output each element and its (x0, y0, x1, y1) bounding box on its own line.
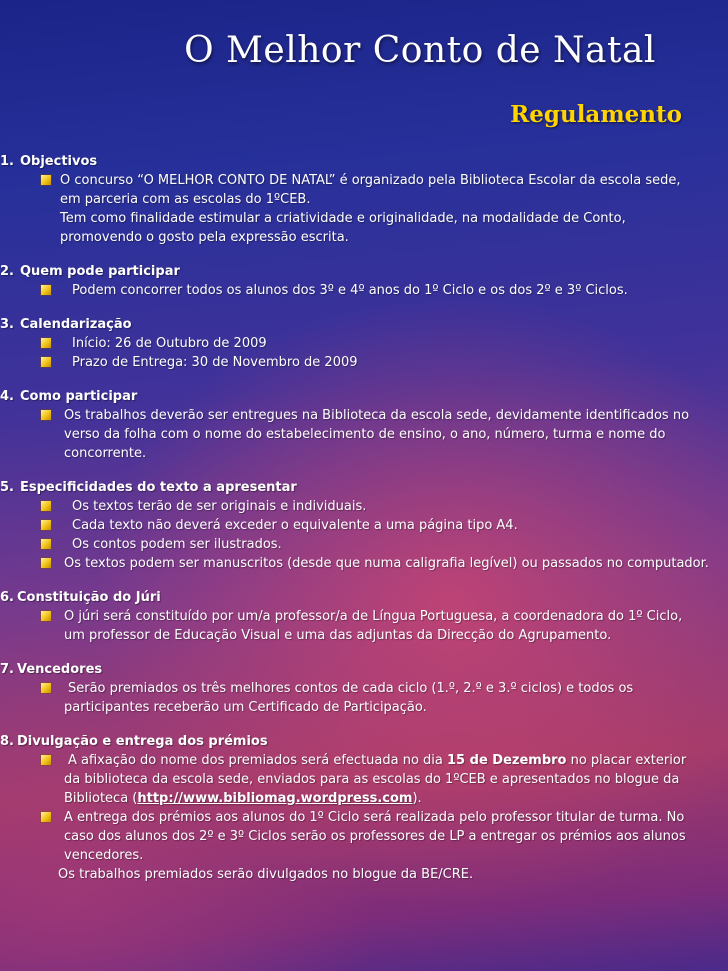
list-item-text: Os contos podem ser ilustrados. (72, 537, 282, 552)
paragraph-line: vencedores. (64, 848, 144, 863)
paragraph-line: caso dos alunos dos 2º e 3º Ciclos serão os professores de LP a entregar os prémios aos alunos (64, 829, 686, 844)
section-objectivos (0, 152, 724, 247)
section-number: 2. (0, 264, 14, 279)
section-title: Calendarização (19, 317, 132, 332)
list-item-text: Início: 26 de Outubro de 2009 (72, 336, 267, 351)
list-item-text: Os textos podem ser manuscritos (desde que numa caligrafia legível) ou passados no computador. (64, 556, 709, 571)
section-title: Objectivos (19, 154, 98, 169)
section-number: 3. (0, 317, 14, 332)
section-heading (0, 262, 724, 281)
section-number: 4. (0, 389, 14, 404)
regulation-content (0, 152, 724, 899)
page-subtitle: Regulamento (510, 101, 682, 128)
paragraph-line (38, 789, 724, 808)
section-title: Especificidades do texto a apresentar (19, 480, 297, 495)
bullet-square-icon (41, 175, 51, 185)
section-heading (0, 315, 724, 334)
paragraph-text: Biblioteca ( (64, 791, 138, 806)
list-item (38, 808, 724, 827)
list-item (38, 554, 724, 573)
list-item (38, 679, 724, 698)
paragraph-line: Os trabalhos deverão ser entregues na Biblioteca da escola sede, devidamente identificados no (64, 408, 690, 423)
section-number: 6. (0, 590, 14, 605)
bullet-square-icon (41, 501, 51, 511)
section-como-participar (0, 387, 724, 463)
paragraph-line: O concurso “O MELHOR CONTO DE NATAL” é organizado pela Biblioteca Escolar da escola sede, (60, 173, 681, 188)
section-number: 5. (0, 480, 14, 495)
paragraph-line: participantes receberão um Certificado de Participação. (64, 700, 427, 715)
paragraph-line: um professor de Educação Visual e uma das adjuntas da Direcção do Agrupamento. (64, 628, 612, 643)
section-title: Constituição do Júri (16, 590, 161, 605)
section-constituicao-juri (0, 588, 724, 645)
section-title: Divulgação e entrega dos prémios (16, 734, 268, 749)
announcement-date: 15 de Dezembro (447, 753, 567, 768)
section-divulgacao-premios (0, 732, 724, 884)
bullet-square-icon (41, 410, 51, 420)
paragraph-line: A entrega dos prémios aos alunos do 1º Ciclo será realizada pelo professor titular de turma. No (64, 810, 685, 825)
list-item (38, 353, 724, 372)
section-heading (0, 660, 724, 679)
list-item (38, 751, 724, 770)
bullet-square-icon (41, 755, 51, 765)
paragraph-line: da biblioteca da escola sede, enviados para as escolas do 1ºCEB e apresentados no blogue da (64, 772, 680, 787)
bullet-square-icon (41, 611, 51, 621)
section-vencedores (0, 660, 724, 717)
section-heading (0, 732, 724, 751)
section-number: 7. (0, 662, 14, 677)
paragraph-line: concorrente. (64, 446, 147, 461)
section-heading (0, 588, 724, 607)
section-quem-pode-participar (0, 262, 724, 300)
section-heading (0, 478, 724, 497)
list-item-text: Prazo de Entrega: 30 de Novembro de 2009 (72, 355, 358, 370)
section-heading (0, 387, 724, 406)
bullet-square-icon (41, 520, 51, 530)
list-item-text: Os textos terão de ser originais e individuais. (72, 499, 367, 514)
list-item (38, 607, 724, 626)
bullet-square-icon (41, 357, 51, 367)
blog-link[interactable]: http://www.bibliomag.wordpress.com (137, 791, 413, 806)
section-number: 8. (0, 734, 14, 749)
bullet-square-icon (41, 812, 51, 822)
section-title: Vencedores (16, 662, 103, 677)
page-title: O Melhor Conto de Natal (184, 30, 656, 71)
section-number: 1. (0, 154, 14, 169)
paragraph-text: ). (412, 791, 422, 806)
bullet-square-icon (41, 558, 51, 568)
paragraph-line: promovendo o gosto pela expressão escrita. (60, 230, 349, 245)
bullet-square-icon (41, 285, 51, 295)
list-item (38, 171, 724, 190)
paragraph-line: Serão premiados os três melhores contos de cada ciclo (1.º, 2.º e 3.º ciclos) e todos os (68, 681, 634, 696)
bullet-square-icon (41, 539, 51, 549)
section-title: Quem pode participar (19, 264, 180, 279)
paragraph-text: no placar exterior (566, 753, 687, 768)
list-item (38, 334, 724, 353)
bullet-square-icon (41, 338, 51, 348)
section-heading (0, 152, 724, 171)
bullet-square-icon (41, 683, 51, 693)
section-title: Como participar (19, 389, 138, 404)
list-item (38, 281, 724, 300)
list-item-text: Cada texto não deverá exceder o equivalente a uma página tipo A4. (72, 518, 518, 533)
list-item (38, 406, 724, 425)
paragraph-line: em parceria com as escolas do 1ºCEB. (60, 192, 311, 207)
paragraph-line: verso da folha com o nome do estabelecimento de ensino, o ano, número, turma e nome do (64, 427, 666, 442)
section-calendarizacao (0, 315, 724, 372)
list-item-text: Podem concorrer todos os alunos dos 3º e 4º anos do 1º Ciclo e os dos 2º e 3º Ciclos. (72, 283, 628, 298)
list-item (38, 535, 724, 554)
list-item (38, 516, 724, 535)
paragraph-line: Tem como finalidade estimular a criatividade e originalidade, na modalidade de Conto, (60, 211, 626, 226)
section-especificidades (0, 478, 724, 573)
paragraph-line: Os trabalhos premiados serão divulgados no blogue da BE/CRE. (58, 867, 474, 882)
paragraph-line: O júri será constituído por um/a professor/a de Língua Portuguesa, a coordenadora do 1º Ciclo, (64, 609, 683, 624)
paragraph-text: A afixação do nome dos premiados será efectuada no dia (68, 753, 448, 768)
list-item (38, 497, 724, 516)
